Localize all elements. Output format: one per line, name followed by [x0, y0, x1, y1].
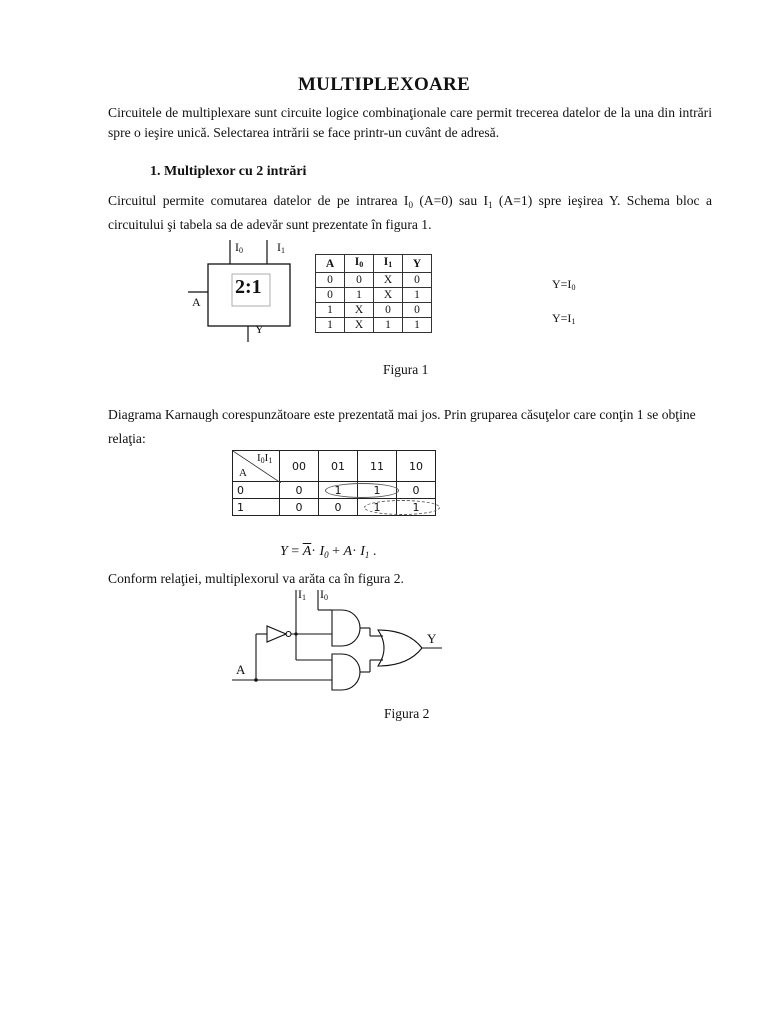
table-cell: 1 [316, 303, 345, 318]
circuit-i1-label: I1 [298, 587, 306, 602]
kmap-cell: 0 [280, 499, 319, 516]
table-cell: 0 [403, 273, 432, 288]
table-cell: 0 [316, 273, 345, 288]
table-cell: 0 [403, 303, 432, 318]
kmap-group-row1 [364, 500, 440, 515]
table-cell: 1 [403, 318, 432, 333]
kmap-cell: 0 [397, 482, 436, 499]
page-title: MULTIPLEXOARE [297, 74, 471, 95]
truth-header-i1: I1 [374, 255, 403, 273]
table-row [316, 273, 432, 288]
figure1-caption: Figura 1 [383, 362, 429, 377]
junction-a [254, 678, 258, 682]
description-paragraph: Circuitul permite comutarea datelor de pe intrarea $I_0$ (A=0) sau $I_1$ (A=1) spre ieşirea Y. Schema bloc a circuitului şi tabela sa de adevăr sunt prezentate în figura 1. [108, 193, 712, 232]
kmap-cell: 0 [319, 499, 358, 516]
circuit-y-label: Y [427, 631, 437, 646]
kmap-cell: 1 [397, 499, 436, 516]
and-gate-1 [332, 610, 360, 646]
block-i1-label: I1 [277, 240, 285, 255]
kmap-col-var: I0I1 [257, 452, 273, 465]
table-cell: 1 [403, 288, 432, 303]
table-cell: 1 [345, 288, 374, 303]
junction-i1 [294, 632, 297, 635]
truth-table [315, 254, 432, 333]
kmap-col-header: 00 [280, 451, 319, 482]
and-gate-2 [332, 654, 360, 690]
kmap-row-header: 0 [233, 482, 280, 499]
kmap-header-row [233, 451, 436, 482]
table-row [316, 288, 432, 303]
mux-gate-circuit [230, 586, 450, 696]
block-a-label: A [192, 295, 201, 309]
kmap-group-row0 [325, 483, 399, 498]
kmap-corner [233, 451, 280, 482]
equation-y-i0: Y=I0 [552, 277, 576, 292]
table-cell: X [345, 303, 374, 318]
table-row [316, 318, 432, 333]
kmap-col-header: 10 [397, 451, 436, 482]
table-row [316, 303, 432, 318]
kmap-col-header: 01 [319, 451, 358, 482]
table-cell: X [374, 288, 403, 303]
not-gate [267, 626, 286, 642]
figure2-caption: Figura 2 [384, 706, 430, 721]
table-cell: 1 [374, 318, 403, 333]
block-i0-label: I0 [235, 240, 243, 255]
kmap-col-header: 11 [358, 451, 397, 482]
truth-table-header [316, 255, 432, 273]
kmap-row-header: 1 [233, 499, 280, 516]
circuit-a-label: A [236, 662, 246, 677]
equation-y-i1: Y=I1 [552, 311, 576, 326]
formula: $Y = \overline{A}\cdot I_0 + A\cdot I_1$ . [280, 544, 377, 560]
kmap-cell: 1 [358, 499, 397, 516]
circuit-paragraph: Conform relaţiei, multiplexorul va arăta ca în figura 2. [108, 571, 404, 586]
intro-paragraph: Circuitele de multiplexare sunt circuite logice combinaţionale care permit trecerea datelor de la una din intrări spre o ieşire unică. Selectarea intrării se face printr-un cuvânt de adresă. [108, 105, 712, 140]
table-cell: 0 [345, 273, 374, 288]
section-heading: 1. Multiplexor cu 2 intrări [150, 164, 307, 179]
or-gate [378, 630, 422, 666]
block-y-label: Y [255, 322, 264, 336]
truth-header-a: A [316, 255, 345, 273]
table-cell: 1 [316, 318, 345, 333]
truth-header-y: Y [403, 255, 432, 273]
truth-header-i0: I0 [345, 255, 374, 273]
table-cell: 0 [374, 303, 403, 318]
circuit-i0-label: I0 [320, 587, 328, 602]
kmap-cell: 0 [280, 482, 319, 499]
table-cell: 0 [316, 288, 345, 303]
table-cell: X [374, 273, 403, 288]
table-cell: X [345, 318, 374, 333]
kmap-cell: 1 [358, 482, 397, 499]
mux-label: 2:1 [235, 276, 262, 298]
karnaugh-paragraph: Diagrama Karnaugh corespunzătoare este prezentată mai jos. Prin gruparea căsuţelor care conţin 1 se obţine relaţia: [108, 407, 696, 446]
formula-a-negated: $\overline{A}$ [302, 544, 312, 559]
kmap-cell: 1 [319, 482, 358, 499]
kmap-row-var: A [239, 467, 247, 479]
